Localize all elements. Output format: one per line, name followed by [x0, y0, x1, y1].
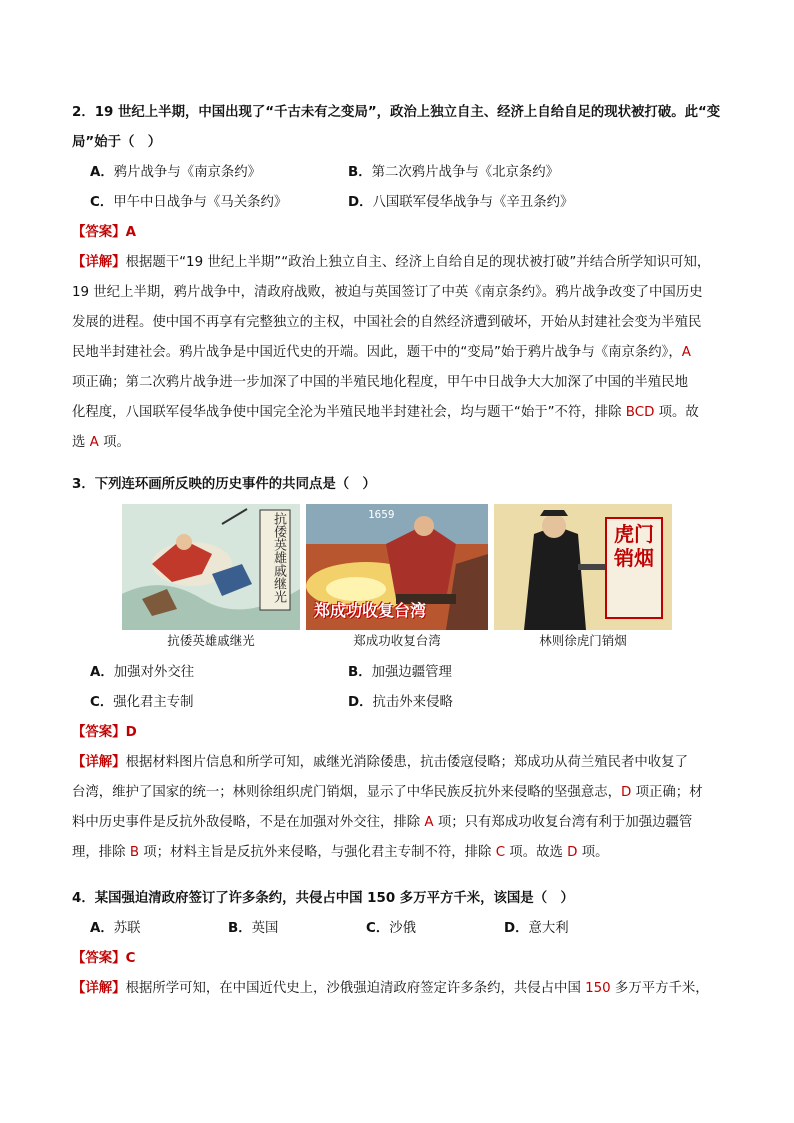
- q3-detail-line1: 【详解】根据材料图片信息和所学可知，戚继光消除倭患，抗击倭寇侵略；郑成功从荷兰殖民者中收复了: [72, 755, 688, 770]
- question-2: [72, 98, 722, 458]
- q4-detail-line1: 【详解】根据所学可知，在中国近代史上，沙俄强迫清政府签定许多条约，共侵占中国 150 多万平方千米，: [72, 981, 709, 996]
- q4-options-row: [72, 914, 722, 944]
- picture-qi-jiguang-caption: 抗倭英雄戚继光: [167, 633, 255, 648]
- q2-stem-line2: 局”始于（ ）: [72, 135, 162, 150]
- q4-option-b: B．英国: [228, 921, 279, 936]
- q3-detail-line4: 理，排除 B 项；材料主旨是反抗外来侵略，与强化君主专制不符，排除 C 项。故选 D 项。: [72, 845, 609, 860]
- q2-detail-line4: 民地半封建社会。鸦片战争是中国近代史的开端。因此，题干中的“变局”始于鸦片战争与《南京条约》，A: [72, 345, 691, 360]
- q2-option-c: C．甲午中日战争与《马关条约》: [90, 195, 288, 210]
- picture-lin-zexu-art-text: 虎门销烟: [614, 522, 654, 570]
- q3-option-c: C．强化君主专制: [90, 695, 194, 710]
- q2-detail-line5: 项正确；第二次鸦片战争进一步加深了中国的半殖民地化程度，甲午中日战争大大加深了中国的半殖民地: [72, 375, 688, 390]
- q2-option-b: B．第二次鸦片战争与《北京条约》: [348, 165, 560, 180]
- q4-option-c: C．沙俄: [366, 921, 416, 936]
- q3-option-d: D．抗击外来侵略: [348, 695, 453, 710]
- q3-comic-pictures: [72, 504, 722, 650]
- q4-option-d: D．意大利: [504, 921, 569, 936]
- q3-answer: 【答案】D: [72, 725, 137, 740]
- q3-detail-line2: 台湾，维护了国家的统一；林则徐组织虎门销烟，显示了中华民族反抗外来侵略的坚强意志，D 项正确；材: [72, 785, 703, 800]
- q2-options-row1: [72, 158, 722, 188]
- q2-answer: 【答案】A: [72, 225, 136, 240]
- q2-options-row2: [72, 188, 722, 218]
- q3-options-row2: [72, 688, 722, 718]
- q2-detail-line2: 19 世纪上半期，鸦片战争中，清政府战败，被迫与英国签订了中英《南京条约》。鸦片战争改变了中国历史: [72, 285, 703, 300]
- picture-zheng-chenggong-image: [306, 504, 488, 630]
- picture-qi-jiguang: [122, 504, 300, 650]
- picture-qi-jiguang-image: [122, 504, 300, 630]
- q3-stem: 3．下列连环画所反映的历史事件的共同点是（ ）: [72, 477, 376, 492]
- q4-option-a: A．苏联: [90, 921, 141, 936]
- picture-zheng-chenggong: [306, 504, 488, 650]
- picture-zheng-chenggong-art-text: 郑成功收复台湾: [314, 601, 427, 620]
- picture-lin-zexu-image: [494, 504, 672, 630]
- picture-lin-zexu: [494, 504, 672, 650]
- q2-option-d: D．八国联军侵华战争与《辛丑条约》: [348, 195, 574, 210]
- q2-detail-line6: 化程度，八国联军侵华战争使中国完全沦为半殖民地半封建社会，均与题干“始于”不符，排除 BCD 项。故: [72, 405, 699, 420]
- q2-stem-line1: 2．19 世纪上半期，中国出现了“千古未有之变局”，政治上独立自主、经济上自给自足的现状被打破。此“变: [72, 105, 721, 120]
- question-4: [72, 884, 722, 1004]
- picture-qi-jiguang-art-text: 抗倭英雄戚继光: [271, 512, 286, 603]
- question-3: [72, 470, 722, 868]
- q4-stem: 4．某国强迫清政府签订了许多条约，共侵占中国 150 多万平方千米，该国是（ ）: [72, 891, 574, 906]
- q3-options-row1: [72, 658, 722, 688]
- picture-zheng-chenggong-caption: 郑成功收复台湾: [353, 633, 441, 648]
- q4-answer: 【答案】C: [72, 951, 136, 966]
- q2-detail-line7: 选 A 项。: [72, 435, 130, 450]
- q2-detail-line1: 【详解】根据题干“19 世纪上半期”“政治上独立自主、经济上自给自足的现状被打破”并结合所学知识可知，: [72, 255, 711, 270]
- q2-detail-line3: 发展的进程。使中国不再享有完整独立的主权，中国社会的自然经济遭到破坏，开始从封建社会变为半殖民: [72, 315, 702, 330]
- picture-lin-zexu-caption: 林则徐虎门销烟: [539, 633, 627, 648]
- q3-option-a: A．加强对外交往: [90, 665, 195, 680]
- q2-option-a: A．鸦片战争与《南京条约》: [90, 165, 262, 180]
- q3-option-b: B．加强边疆管理: [348, 665, 452, 680]
- picture-zheng-chenggong-number: 1659: [368, 508, 395, 521]
- q3-detail-line3: 料中历史事件是反抗外敌侵略，不是在加强对外交往，排除 A 项；只有郑成功收复台湾有利于加强边疆管: [72, 815, 693, 830]
